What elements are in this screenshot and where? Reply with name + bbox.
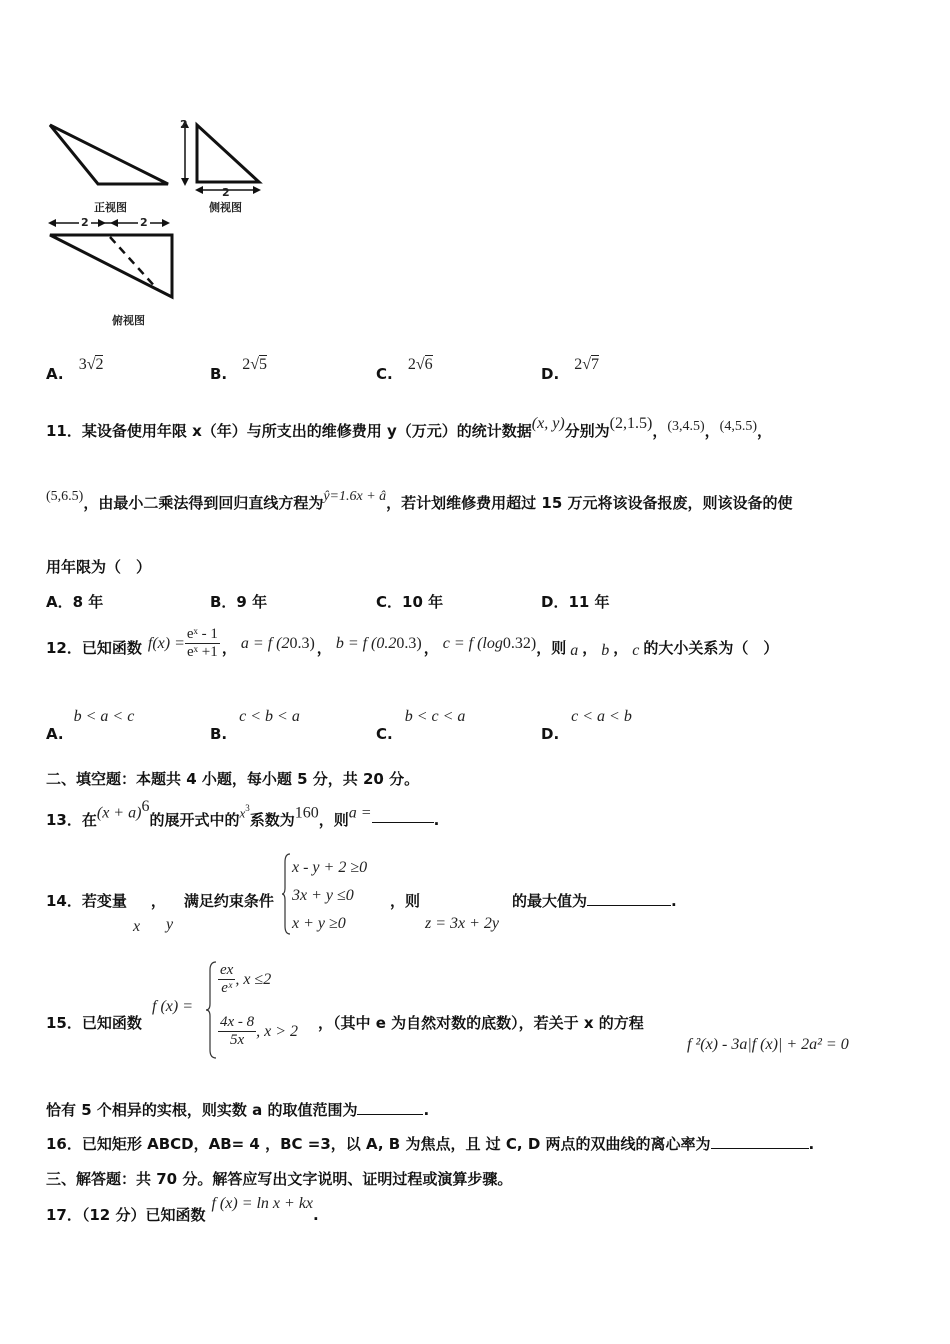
side-height-dim: 2 <box>180 118 188 131</box>
q10-option-b: B. 2√5 <box>210 356 268 383</box>
q13: 13．在$(x + a)^6$的展开式中的$x^3$系数为160，则a = . <box>46 798 440 830</box>
q15-piece-2: $\frac{4x - 8}{5x}$ , x > 2 <box>220 1014 299 1048</box>
top-dim-right: 2 <box>140 216 148 229</box>
q11-line1: 11．某设备使用年限 x（年）与所支出的维修费用 y（万元）的统计数据(x, y)分别为(2,1.5)，(3,4.5)，(4,5.5)， <box>46 415 773 440</box>
q11-option-a: A．8 年 <box>46 593 104 611</box>
top-dim-left: 2 <box>81 216 89 229</box>
q12-option-b: B.c < b < a <box>210 708 300 743</box>
front-view-label: 正视图 <box>94 201 127 214</box>
q10-option-a: A. 3√2 <box>46 356 104 383</box>
section-3-heading: 三、解答题：共 70 分。解答应写出文字说明、证明过程或演算步骤。 <box>46 1170 513 1188</box>
q15-line2: 恰有 5 个相异的实根，则实数 a 的取值范围为 . <box>46 1101 430 1119</box>
q11-option-c: C．10 年 <box>376 593 444 611</box>
q12-option-a: A.b < a < c <box>46 708 135 743</box>
q14-var-x: x <box>133 918 141 935</box>
front-view-triangle <box>50 125 168 184</box>
q11-line3: 用年限为（ ） <box>46 558 152 576</box>
q14-var-y: y <box>166 916 174 933</box>
q15-equation: f ²(x) - 3a|f (x)| + 2a² = 0 <box>687 1036 849 1053</box>
q12-stem: 12．已知函数 f(x) = $\frac{\text{eˣ - 1}}{\text{eˣ +1}}$ ， a = f (2 0.3 ) ， b = f (0.2 0.3 ) ， c = f (log 0.3 2) ，则 a ， b ， c 的大小关系为（ ） <box>46 626 779 660</box>
q10-option-d: D. 2√7 <box>541 356 600 383</box>
q15-mid: ，（其中 e 为自然对数的底数），若关于 x 的方程 <box>318 1014 644 1032</box>
q17: 17．（12 分）已知函数f (x) = ln x + kx. <box>46 1195 319 1224</box>
top-view-hidden-edge <box>110 237 158 290</box>
q15-prefix: 15．已知函数 <box>46 1014 142 1032</box>
q11-option-b: B．9 年 <box>210 593 268 611</box>
q15-fx: f (x) = <box>152 998 193 1015</box>
top-view-label: 俯视图 <box>112 314 145 327</box>
q14-constraints: x - y + 2 ≥0 3x + y ≤0 x + y ≥0 <box>292 859 368 932</box>
q10-option-c: C. 2√6 <box>376 356 433 383</box>
q14-prefix: 14．若变量 ， 满足约束条件 <box>46 892 274 910</box>
section-2-heading: 二、填空题：本题共 4 小题，每小题 5 分，共 20 分。 <box>46 770 420 788</box>
q14-tail: 的最大值为 . <box>512 892 677 910</box>
q11-line2: (5,6.5)，由最小二乘法得到回归直线方程为ŷ=1.6x + â，若计划维修费用超过 15 万元将该设备报废，则该设备的使 <box>46 489 793 512</box>
q12-option-d: D.c < a < b <box>541 708 632 743</box>
side-view-triangle <box>197 125 259 182</box>
q15-piece-1: $\frac{ex}{\text{eˣ}}$ , x ≤2 <box>220 962 272 996</box>
side-width-dim: 2 <box>222 186 230 199</box>
q15-brace <box>206 960 218 1060</box>
top-view-triangle <box>50 235 172 297</box>
side-view-label: 侧视图 <box>209 201 242 214</box>
q14-objective: z = 3x + 2y <box>425 915 500 932</box>
q14-brace <box>282 852 292 936</box>
q11-option-d: D．11 年 <box>541 593 610 611</box>
three-view-figure <box>40 112 280 332</box>
q14-ze: ，则 <box>390 892 421 910</box>
q16: 16．已知矩形 ABCD，AB= 4 ，BC =3，以 A, B 为焦点，且 过 C, D 两点的双曲线的离心率为 . <box>46 1135 815 1153</box>
q12-option-c: C.b < c < a <box>376 708 466 743</box>
